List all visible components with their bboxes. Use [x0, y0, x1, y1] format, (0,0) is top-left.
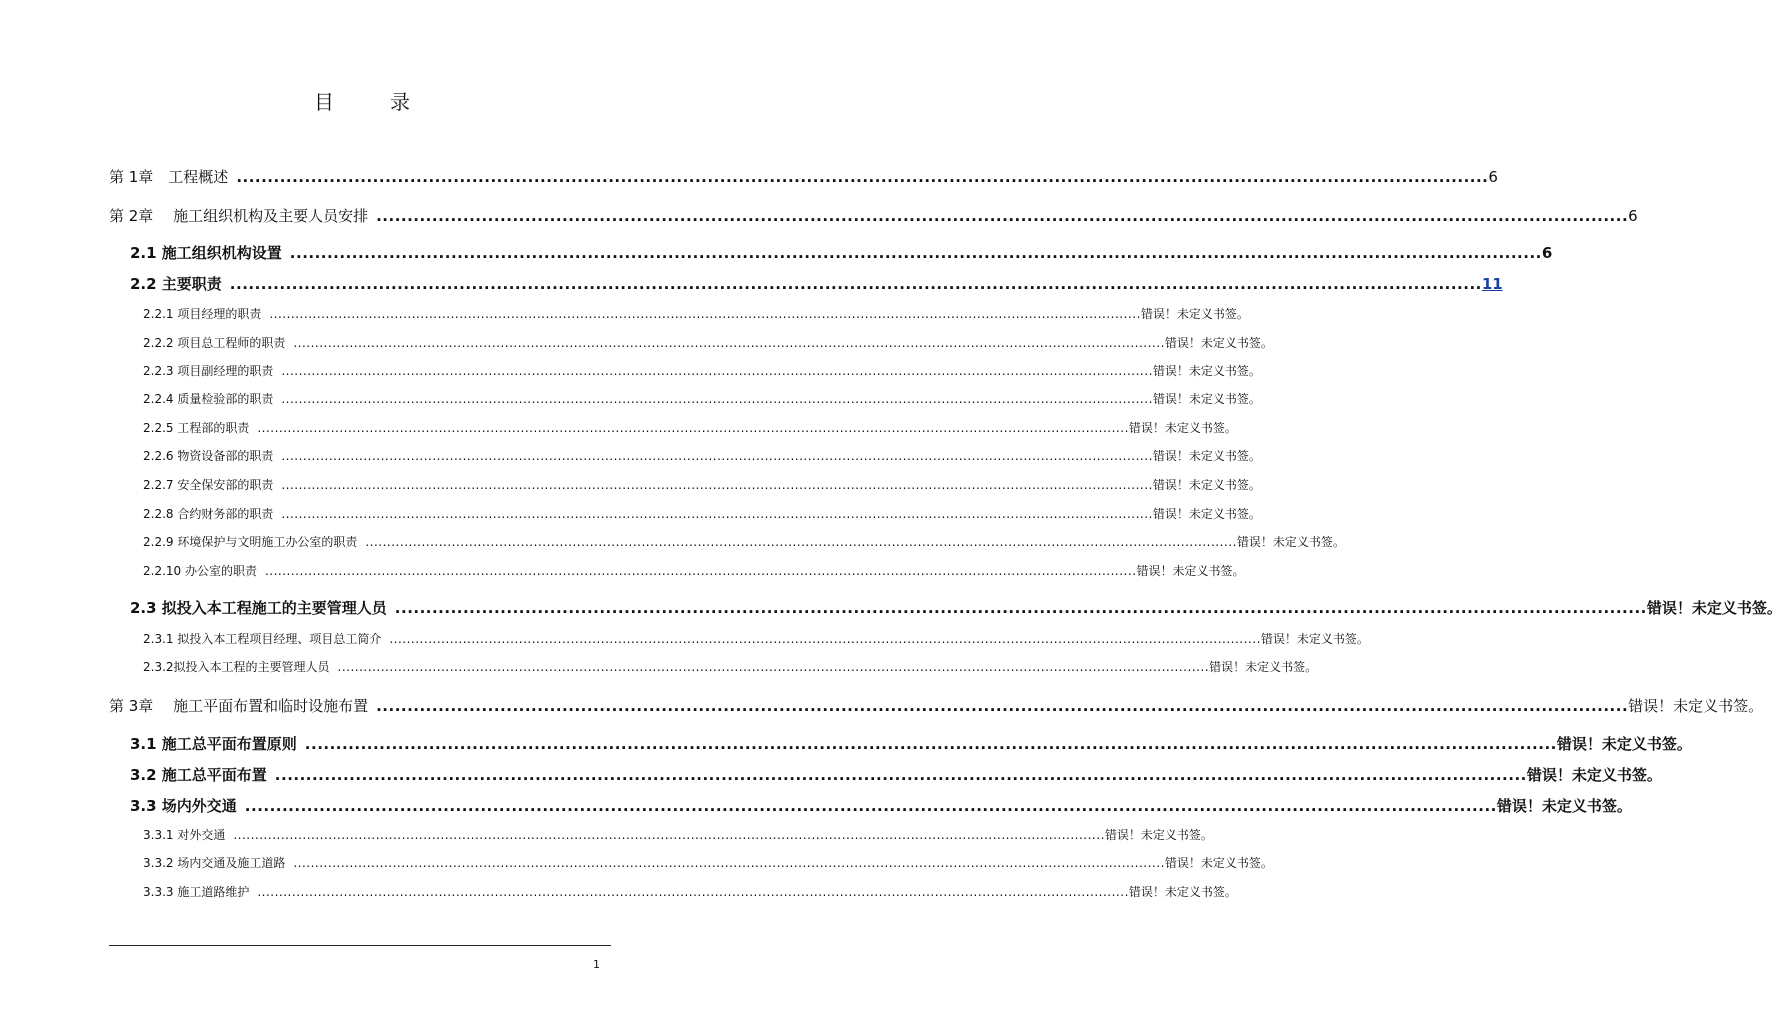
toc-entry-label: 2.2.2 项目总工程师的职责	[143, 336, 286, 350]
toc-entry-page: 6	[1488, 168, 1498, 186]
toc-entry-subsection[interactable]	[143, 419, 1237, 436]
toc-leader-dots: ..........................................................................................................................................................................................................	[244, 797, 1497, 815]
toc-entry-subsection[interactable]	[143, 305, 1249, 322]
toc-leader-dots: ..........................................................................................................................................................................................................	[376, 207, 1629, 225]
toc-entry-subsection[interactable]	[143, 630, 1369, 647]
toc-entry-page: 错误！未定义书签。	[1128, 421, 1237, 435]
toc-entry-label: 2.2.9 环境保护与文明施工办公室的职责	[143, 535, 358, 549]
toc-leader-dots: ..........................................................................................................................................................................................................	[337, 660, 1210, 674]
toc-entry-label: 2.3.2拟投入本工程的主要管理人员	[143, 660, 330, 674]
toc-leader-dots: ..........................................................................................................................................................................................................	[274, 766, 1527, 784]
toc-leader-dots: ..........................................................................................................................................................................................................	[257, 885, 1129, 899]
toc-entry-page: 错误！未定义书签。	[1526, 766, 1662, 784]
toc-entry-label: 3.1 施工总平面布置原则	[130, 735, 297, 753]
toc-entry-page: 错误！未定义书签。	[1104, 828, 1213, 842]
toc-leader-dots: ..........................................................................................................................................................................................................	[304, 735, 1557, 753]
toc-leader-dots: ..........................................................................................................................................................................................................	[236, 168, 1489, 186]
toc-entry-page: 错误！未定义书签。	[1140, 307, 1249, 321]
toc-entry-label: 2.2.7 安全保安部的职责	[143, 478, 274, 492]
toc-entry-chapter-1[interactable]	[109, 166, 1498, 187]
toc-entry-subsection[interactable]	[143, 562, 1245, 579]
toc-entry-label: 2.3.1 拟投入本工程项目经理、项目总工简介	[143, 632, 382, 646]
toc-entry-label: 2.2.1 项目经理的职责	[143, 307, 262, 321]
toc-entry-page: 6	[1628, 207, 1638, 225]
toc-entry-label: 2.2 主要职责	[130, 275, 222, 293]
toc-entry-label: 3.3.3 施工道路维护	[143, 885, 250, 899]
toc-entry-subsection[interactable]	[143, 826, 1213, 843]
toc-entry-chapter-3[interactable]	[109, 695, 1764, 716]
toc-entry-subsection[interactable]	[143, 883, 1237, 900]
toc-title: 目 录	[314, 90, 428, 114]
toc-entry-label: 2.2.6 物资设备部的职责	[143, 449, 274, 463]
toc-leader-dots: ..........................................................................................................................................................................................................	[394, 599, 1647, 617]
toc-leader-dots: ..........................................................................................................................................................................................................	[293, 856, 1165, 870]
toc-entry-page: 错误！未定义书签。	[1496, 797, 1632, 815]
toc-entry-label: 2.3 拟投入本工程施工的主要管理人员	[130, 599, 387, 617]
toc-leader-dots: ..........................................................................................................................................................................................................	[257, 421, 1129, 435]
toc-entry-subsection[interactable]	[143, 447, 1261, 464]
toc-entry-label: 第 3章 施工平面布置和临时设施布置	[109, 697, 369, 715]
toc-entry-section-3-2[interactable]	[130, 764, 1662, 785]
toc-entry-label: 第 1章 工程概述	[109, 168, 229, 186]
toc-entry-page: 错误！未定义书签。	[1209, 660, 1318, 674]
toc-entry-label: 3.2 施工总平面布置	[130, 766, 267, 784]
toc-entry-subsection[interactable]	[143, 854, 1273, 871]
toc-entry-label: 2.2.3 项目副经理的职责	[143, 364, 274, 378]
toc-entry-page: 6	[1541, 244, 1553, 262]
toc-entry-page: 错误！未定义书签。	[1152, 478, 1261, 492]
toc-entry-subsection[interactable]	[143, 533, 1345, 550]
toc-entry-chapter-2[interactable]	[109, 205, 1638, 226]
toc-leader-dots: ..........................................................................................................................................................................................................	[289, 244, 1542, 262]
toc-leader-dots: ..........................................................................................................................................................................................................	[281, 449, 1153, 463]
toc-entry-label: 3.3.2 场内交通及施工道路	[143, 856, 286, 870]
toc-entry-label: 2.2.8 合约财务部的职责	[143, 507, 274, 521]
toc-entry-label: 2.1 施工组织机构设置	[130, 244, 282, 262]
toc-entry-page: 错误！未定义书签。	[1236, 535, 1345, 549]
toc-leader-dots: ..........................................................................................................................................................................................................	[281, 364, 1153, 378]
toc-leader-dots: ..........................................................................................................................................................................................................	[293, 336, 1165, 350]
toc-entry-page: 错误！未定义书签。	[1164, 336, 1273, 350]
toc-leader-dots: ..........................................................................................................................................................................................................	[281, 478, 1153, 492]
toc-entry-label: 2.2.4 质量检验部的职责	[143, 392, 274, 406]
toc-leader-dots: ..........................................................................................................................................................................................................	[281, 392, 1153, 406]
toc-entry-section-2-2[interactable]	[130, 273, 1503, 294]
toc-entry-subsection[interactable]	[143, 362, 1261, 379]
toc-entry-section-2-3[interactable]	[130, 597, 1782, 618]
toc-entry-subsection[interactable]	[143, 476, 1261, 493]
footer-divider	[109, 945, 611, 946]
toc-entry-label: 第 2章 施工组织机构及主要人员安排	[109, 207, 369, 225]
toc-entry-label: 3.3.1 对外交通	[143, 828, 226, 842]
toc-entry-label: 2.2.10 办公室的职责	[143, 564, 257, 578]
toc-entry-page: 错误！未定义书签。	[1164, 856, 1273, 870]
toc-leader-dots: ..........................................................................................................................................................................................................	[365, 535, 1237, 549]
toc-leader-dots: ..........................................................................................................................................................................................................	[264, 564, 1137, 578]
toc-entry-section-3-3[interactable]	[130, 795, 1632, 816]
toc-entry-section-2-1[interactable]	[130, 242, 1553, 263]
toc-entry-page: 错误！未定义书签。	[1128, 885, 1237, 899]
toc-entry-page: 错误！未定义书签。	[1260, 632, 1369, 646]
page-number: 1	[593, 958, 600, 971]
toc-entry-page: 错误！未定义书签。	[1152, 364, 1261, 378]
toc-entry-subsection[interactable]	[143, 658, 1318, 675]
toc-entry-page: 错误！未定义书签。	[1152, 507, 1261, 521]
toc-leader-dots: ..........................................................................................................................................................................................................	[229, 275, 1482, 293]
toc-leader-dots: ..........................................................................................................................................................................................................	[233, 828, 1105, 842]
toc-entry-label: 2.2.5 工程部的职责	[143, 421, 250, 435]
toc-entry-page-link[interactable]: 11	[1481, 275, 1503, 293]
toc-leader-dots: ..........................................................................................................................................................................................................	[376, 697, 1629, 715]
toc-entry-page: 错误！未定义书签。	[1646, 599, 1782, 617]
toc-entry-page: 错误！未定义书签。	[1152, 449, 1261, 463]
toc-leader-dots: ..........................................................................................................................................................................................................	[269, 307, 1141, 321]
toc-entry-page: 错误！未定义书签。	[1628, 697, 1764, 715]
toc-leader-dots: ..........................................................................................................................................................................................................	[389, 632, 1261, 646]
toc-entry-subsection[interactable]	[143, 505, 1261, 522]
toc-entry-page: 错误！未定义书签。	[1136, 564, 1245, 578]
toc-entry-subsection[interactable]	[143, 390, 1261, 407]
toc-entry-section-3-1[interactable]	[130, 733, 1692, 754]
toc-entry-subsection[interactable]	[143, 334, 1273, 351]
toc-entry-page: 错误！未定义书签。	[1152, 392, 1261, 406]
toc-entry-page: 错误！未定义书签。	[1556, 735, 1692, 753]
toc-leader-dots: ..........................................................................................................................................................................................................	[281, 507, 1153, 521]
toc-entry-label: 3.3 场内外交通	[130, 797, 237, 815]
